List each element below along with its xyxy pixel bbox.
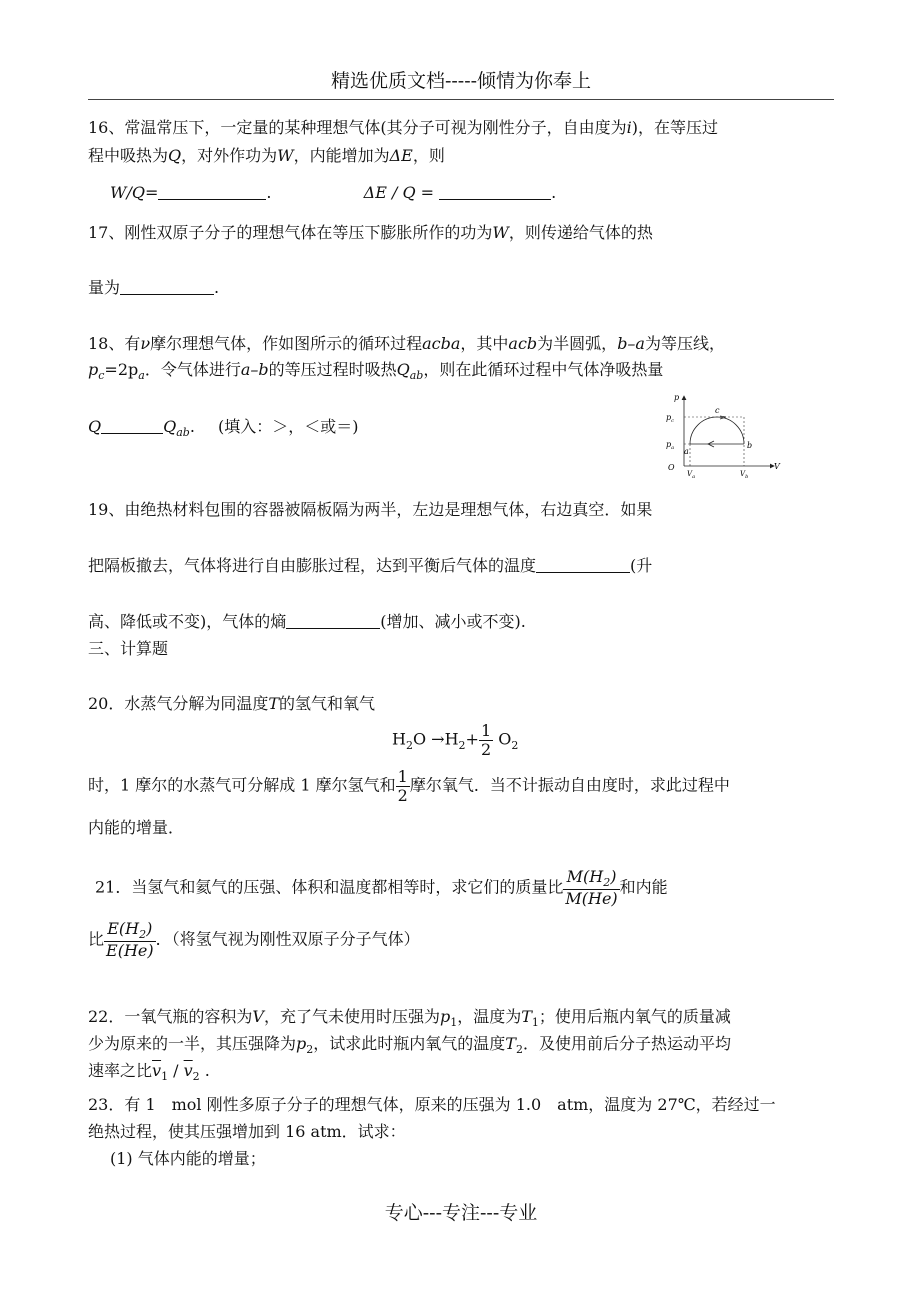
frac-num: $E(H_2)$ (104, 920, 156, 942)
acb-arc (690, 417, 744, 444)
q16-text: ，内能增加为 (293, 146, 390, 165)
q19-text: (增加、减小或不变). (380, 612, 526, 631)
answer-blank[interactable] (158, 183, 266, 200)
q16-var-i: i (626, 118, 632, 137)
q18-sub: ab (409, 369, 424, 383)
answer-blank[interactable] (101, 417, 163, 434)
q18-var-ba: b–a (617, 334, 645, 353)
q20-equation (392, 722, 518, 758)
q22-text: . (199, 1061, 210, 1080)
q17-dot: . (214, 278, 220, 297)
q18-text: 18、有 (88, 334, 141, 353)
eq-h: H (444, 729, 459, 749)
q22-text: ，充了气未使用时压强为 (263, 1007, 440, 1026)
q21-line2 (88, 920, 420, 960)
q19-text: (升 (630, 556, 653, 575)
q22-sub: 1 (161, 1070, 169, 1084)
label-c: c (715, 406, 720, 415)
label-b: b (747, 441, 753, 450)
q22-line3 (88, 1060, 210, 1088)
q18-var-Qab: Q (163, 417, 177, 436)
q18-line2 (88, 359, 663, 387)
q20-var-T: T (268, 694, 280, 713)
q17-text: ，则传递给气体的热 (508, 223, 653, 242)
q18-var-p: p (88, 360, 99, 379)
eq-o: O (498, 729, 512, 749)
q22-line2 (88, 1033, 731, 1061)
q21-text: 21．当氢气和氦气的压强、体积和温度都相等时，求它们的质量比 (95, 877, 564, 897)
q22-sub: 2 (192, 1070, 200, 1084)
q18-text: 的等压过程时吸热 (268, 360, 397, 379)
q16-text: )，在等压过 (631, 118, 718, 137)
q18-var-ab: a–b (240, 360, 269, 379)
q22-text: 少为原来的一半，其压强降为 (88, 1034, 297, 1053)
q18-var-acba: acba (422, 334, 461, 353)
q20-text: 时，1 摩尔的水蒸气可分解成 1 摩尔氢气和 (88, 775, 396, 795)
q21-text: 比 (88, 929, 105, 949)
q22-var-v1: $\overline{v}$ (152, 1061, 162, 1080)
eq-sub: 2 (405, 738, 413, 752)
q18-text: ，其中 (460, 334, 509, 353)
fraction-half (396, 768, 410, 804)
q16-equations (110, 182, 556, 204)
page-header: 精选优质文档-----倾情为你奉上 (88, 66, 834, 100)
q18-sub: ab (176, 426, 190, 440)
q20-line4: 内能的增量． (88, 818, 185, 837)
frac-den: 2 (397, 785, 408, 805)
q16-line1 (88, 117, 718, 139)
q22-text: 速率之比 (88, 1061, 153, 1080)
fraction-mass-ratio (563, 868, 619, 908)
frac-num: 1 (480, 721, 492, 740)
q18-var-acb: acb (508, 334, 538, 353)
page-footer: 专心---专注---专业 (384, 1202, 538, 1224)
eq-plus: + (465, 729, 479, 749)
pv-cycle-diagram (660, 390, 784, 482)
q18-text: 为等压线， (644, 334, 725, 353)
q16-dot: . (266, 183, 272, 202)
q20-text: 摩尔氧气．当不计振动自由度时，求此过程中 (409, 775, 730, 795)
q18-sub: a (138, 369, 145, 383)
q18-hint: (填入：＞，＜或＝) (218, 417, 359, 436)
eq-sub: 2 (458, 738, 466, 752)
q22-text: ，试求此时瓶内氧气的温度 (313, 1034, 506, 1053)
eq-h: H (392, 729, 406, 749)
q18-text: ，则在此循环过程中气体净吸热量 (423, 360, 664, 379)
label-origin: O (668, 463, 675, 472)
q22-slash: / (168, 1061, 184, 1080)
q22-sub: 2 (306, 1043, 314, 1057)
label-pc: $p_c$ (666, 413, 674, 424)
q16-eq-deq: ΔE / Q = (363, 183, 435, 202)
answer-blank[interactable] (286, 612, 380, 629)
q22-sub: 1 (531, 1016, 539, 1030)
frac-den: 2 (480, 739, 492, 759)
q21-text: ．（将氢气视为刚性双原子分子气体） (155, 929, 420, 949)
q18-line1 (88, 333, 725, 355)
label-vb: $V_b$ (740, 470, 749, 480)
q21-text: 和内能 (619, 877, 668, 897)
q17-text: 17、刚性双原子分子的理想气体在等压下膨胀所作的功为 (88, 223, 493, 242)
q22-text: ．及使用前后分子热运动平均 (522, 1034, 731, 1053)
arrow-icon: → (431, 729, 445, 749)
frac-num: 1 (397, 767, 408, 786)
q17-line1 (88, 222, 653, 244)
q22-text: ，温度为 (457, 1007, 522, 1026)
q18-text: 摩尔理想气体，作如图所示的循环过程 (150, 334, 423, 353)
q22-var-v2: $\overline{v}$ (183, 1061, 193, 1080)
fraction-half (479, 722, 493, 758)
eq-sub: 2 (511, 738, 519, 752)
q23-line1: 23．有 1 mol 刚性多原子分子的理想气体，原来的压强为 1.0 atm，温度为 27℃，若经过一 (88, 1095, 776, 1114)
q19-text: 高、降低或不变)，气体的熵 (88, 612, 287, 631)
q18-var-nu: ν (140, 334, 151, 353)
q16-eq-wq: W/Q= (110, 183, 159, 202)
q19-line1: 19、由绝热材料包围的容器被隔板隔为两半，左边是理想气体，右边真空．如果 (88, 500, 653, 519)
q18-sub: c (98, 369, 105, 383)
frac-num: $M(H_2)$ (563, 868, 619, 890)
q22-var-T2: T (505, 1034, 516, 1053)
q22-var-V: V (252, 1007, 264, 1026)
q19-line3 (88, 611, 526, 633)
section-heading: 三、计算题 (88, 639, 169, 658)
frac-den: M(He) (565, 889, 618, 909)
q19-line2 (88, 555, 652, 577)
answer-blank[interactable] (120, 278, 214, 295)
q16-line2 (88, 145, 445, 167)
q20-line1 (88, 693, 375, 715)
q22-sub: 1 (450, 1016, 458, 1030)
label-pa: $p_a$ (666, 440, 675, 451)
q16-dot: . (551, 183, 557, 202)
q21-line1 (95, 868, 668, 908)
q16-var-Q: Q (168, 146, 182, 165)
label-a: a (684, 447, 689, 456)
q18-text: 为半圆弧， (537, 334, 618, 353)
q20-text: 的氢气和氧气 (279, 694, 376, 713)
fraction-energy-ratio (104, 920, 156, 960)
label-va: $V_a$ (687, 470, 696, 480)
q17-line2 (88, 277, 219, 299)
label-p: p (674, 393, 680, 402)
q22-sub: 2 (515, 1043, 523, 1057)
q18-dot: . (189, 417, 195, 436)
q16-var-W: W (277, 146, 294, 165)
q16-text: ，对外作功为 (181, 146, 278, 165)
q18-var-Q: Q (88, 417, 102, 436)
label-v: V (774, 462, 780, 471)
q22-line1 (88, 1006, 731, 1034)
q22-text: ；使用后瓶内氧气的质量减 (538, 1007, 731, 1026)
q18-text: ．令气体进行 (144, 360, 241, 379)
q17-text: 量为 (88, 278, 121, 297)
q22-text: 22．一氧气瓶的容积为 (88, 1007, 253, 1026)
q20-text: 20．水蒸气分解为同温度 (88, 694, 269, 713)
q23-line2: 绝热过程，使其压强增加到 16 atm．试求： (88, 1122, 406, 1141)
answer-blank[interactable] (536, 556, 630, 573)
q18-var-Qab: Q (396, 360, 410, 379)
frac-den: E(He) (106, 941, 154, 961)
q22-var-p2: p (296, 1034, 307, 1053)
q18-line3 (88, 416, 359, 444)
q22-var-p1: p (439, 1007, 451, 1026)
q18-text: =2p (104, 360, 139, 379)
q17-var-W: W (492, 223, 509, 242)
q20-line3 (88, 768, 730, 804)
q19-text: 把隔板撤去，气体将进行自由膨胀过程，达到平衡后气体的温度 (88, 556, 537, 575)
q16-text: ，则 (412, 146, 445, 165)
answer-blank[interactable] (439, 183, 551, 200)
q22-var-T1: T (521, 1007, 532, 1026)
q16-text: 程中吸热为 (88, 146, 169, 165)
eq-o: O (412, 729, 427, 749)
q16-var-dE: ΔE (389, 146, 413, 165)
q16-text: 16、常温常压下，一定量的某种理想气体(其分子可视为刚性分子，自由度为 (88, 118, 627, 137)
q23-line3: (1) 气体内能的增量； (110, 1149, 266, 1168)
